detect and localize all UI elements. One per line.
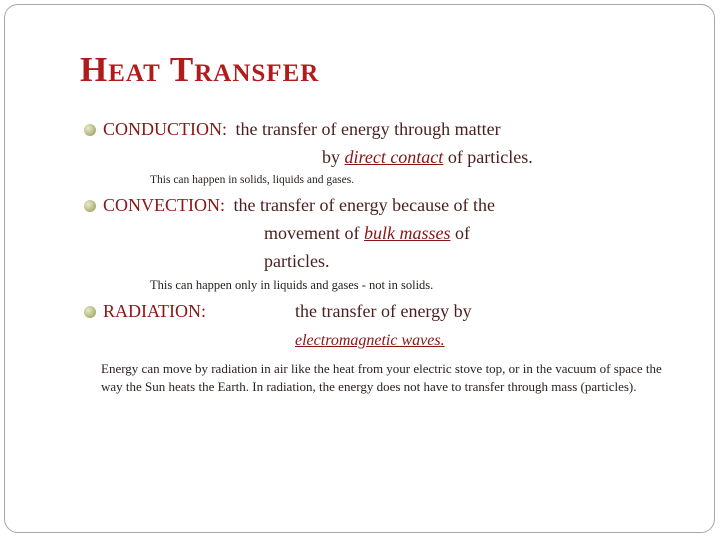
convection-line-2	[264, 223, 470, 244]
bullet-icon	[84, 306, 96, 318]
bullet-icon	[84, 124, 96, 136]
conduction-line-2	[322, 147, 533, 168]
radiation-term: RADIATION:	[103, 301, 206, 321]
conduction-definition-2-pre: by	[322, 147, 345, 167]
convection-note: This can happen only in liquids and gases - not in solids.	[150, 278, 434, 292]
conduction-emphasis: direct contact	[344, 147, 444, 167]
conduction-definition-2-post: of particles.	[443, 147, 533, 167]
convection-term: CONVECTION:	[103, 195, 225, 215]
slide-title: Heat Transfer	[80, 50, 320, 89]
radiation-definition-1: the transfer of energy by	[295, 301, 472, 321]
convection-line-3: particles.	[264, 251, 330, 271]
conduction-line-1	[103, 119, 501, 140]
conduction-term: CONDUCTION:	[103, 119, 227, 139]
convection-definition-2-post: of	[450, 223, 470, 243]
conduction-definition-1: the transfer of energy through matter	[235, 119, 501, 139]
bullet-icon	[84, 200, 96, 212]
convection-line-1	[103, 195, 495, 216]
radiation-emphasis: electromagnetic waves.	[295, 332, 445, 349]
radiation-paragraph: Energy can move by radiation in air like the heat from your electric stove top, or in the vacuum of space the way the Sun heats the Earth. In radiation, the energy does not have to transfer through mass (particles).	[101, 361, 662, 394]
convection-definition-2-pre: movement of	[264, 223, 364, 243]
convection-emphasis: bulk masses	[363, 223, 451, 243]
convection-definition-1: the transfer of energy because of the	[233, 195, 496, 215]
radiation-line-2	[295, 329, 445, 350]
conduction-note: This can happen in solids, liquids and gases.	[150, 174, 355, 186]
